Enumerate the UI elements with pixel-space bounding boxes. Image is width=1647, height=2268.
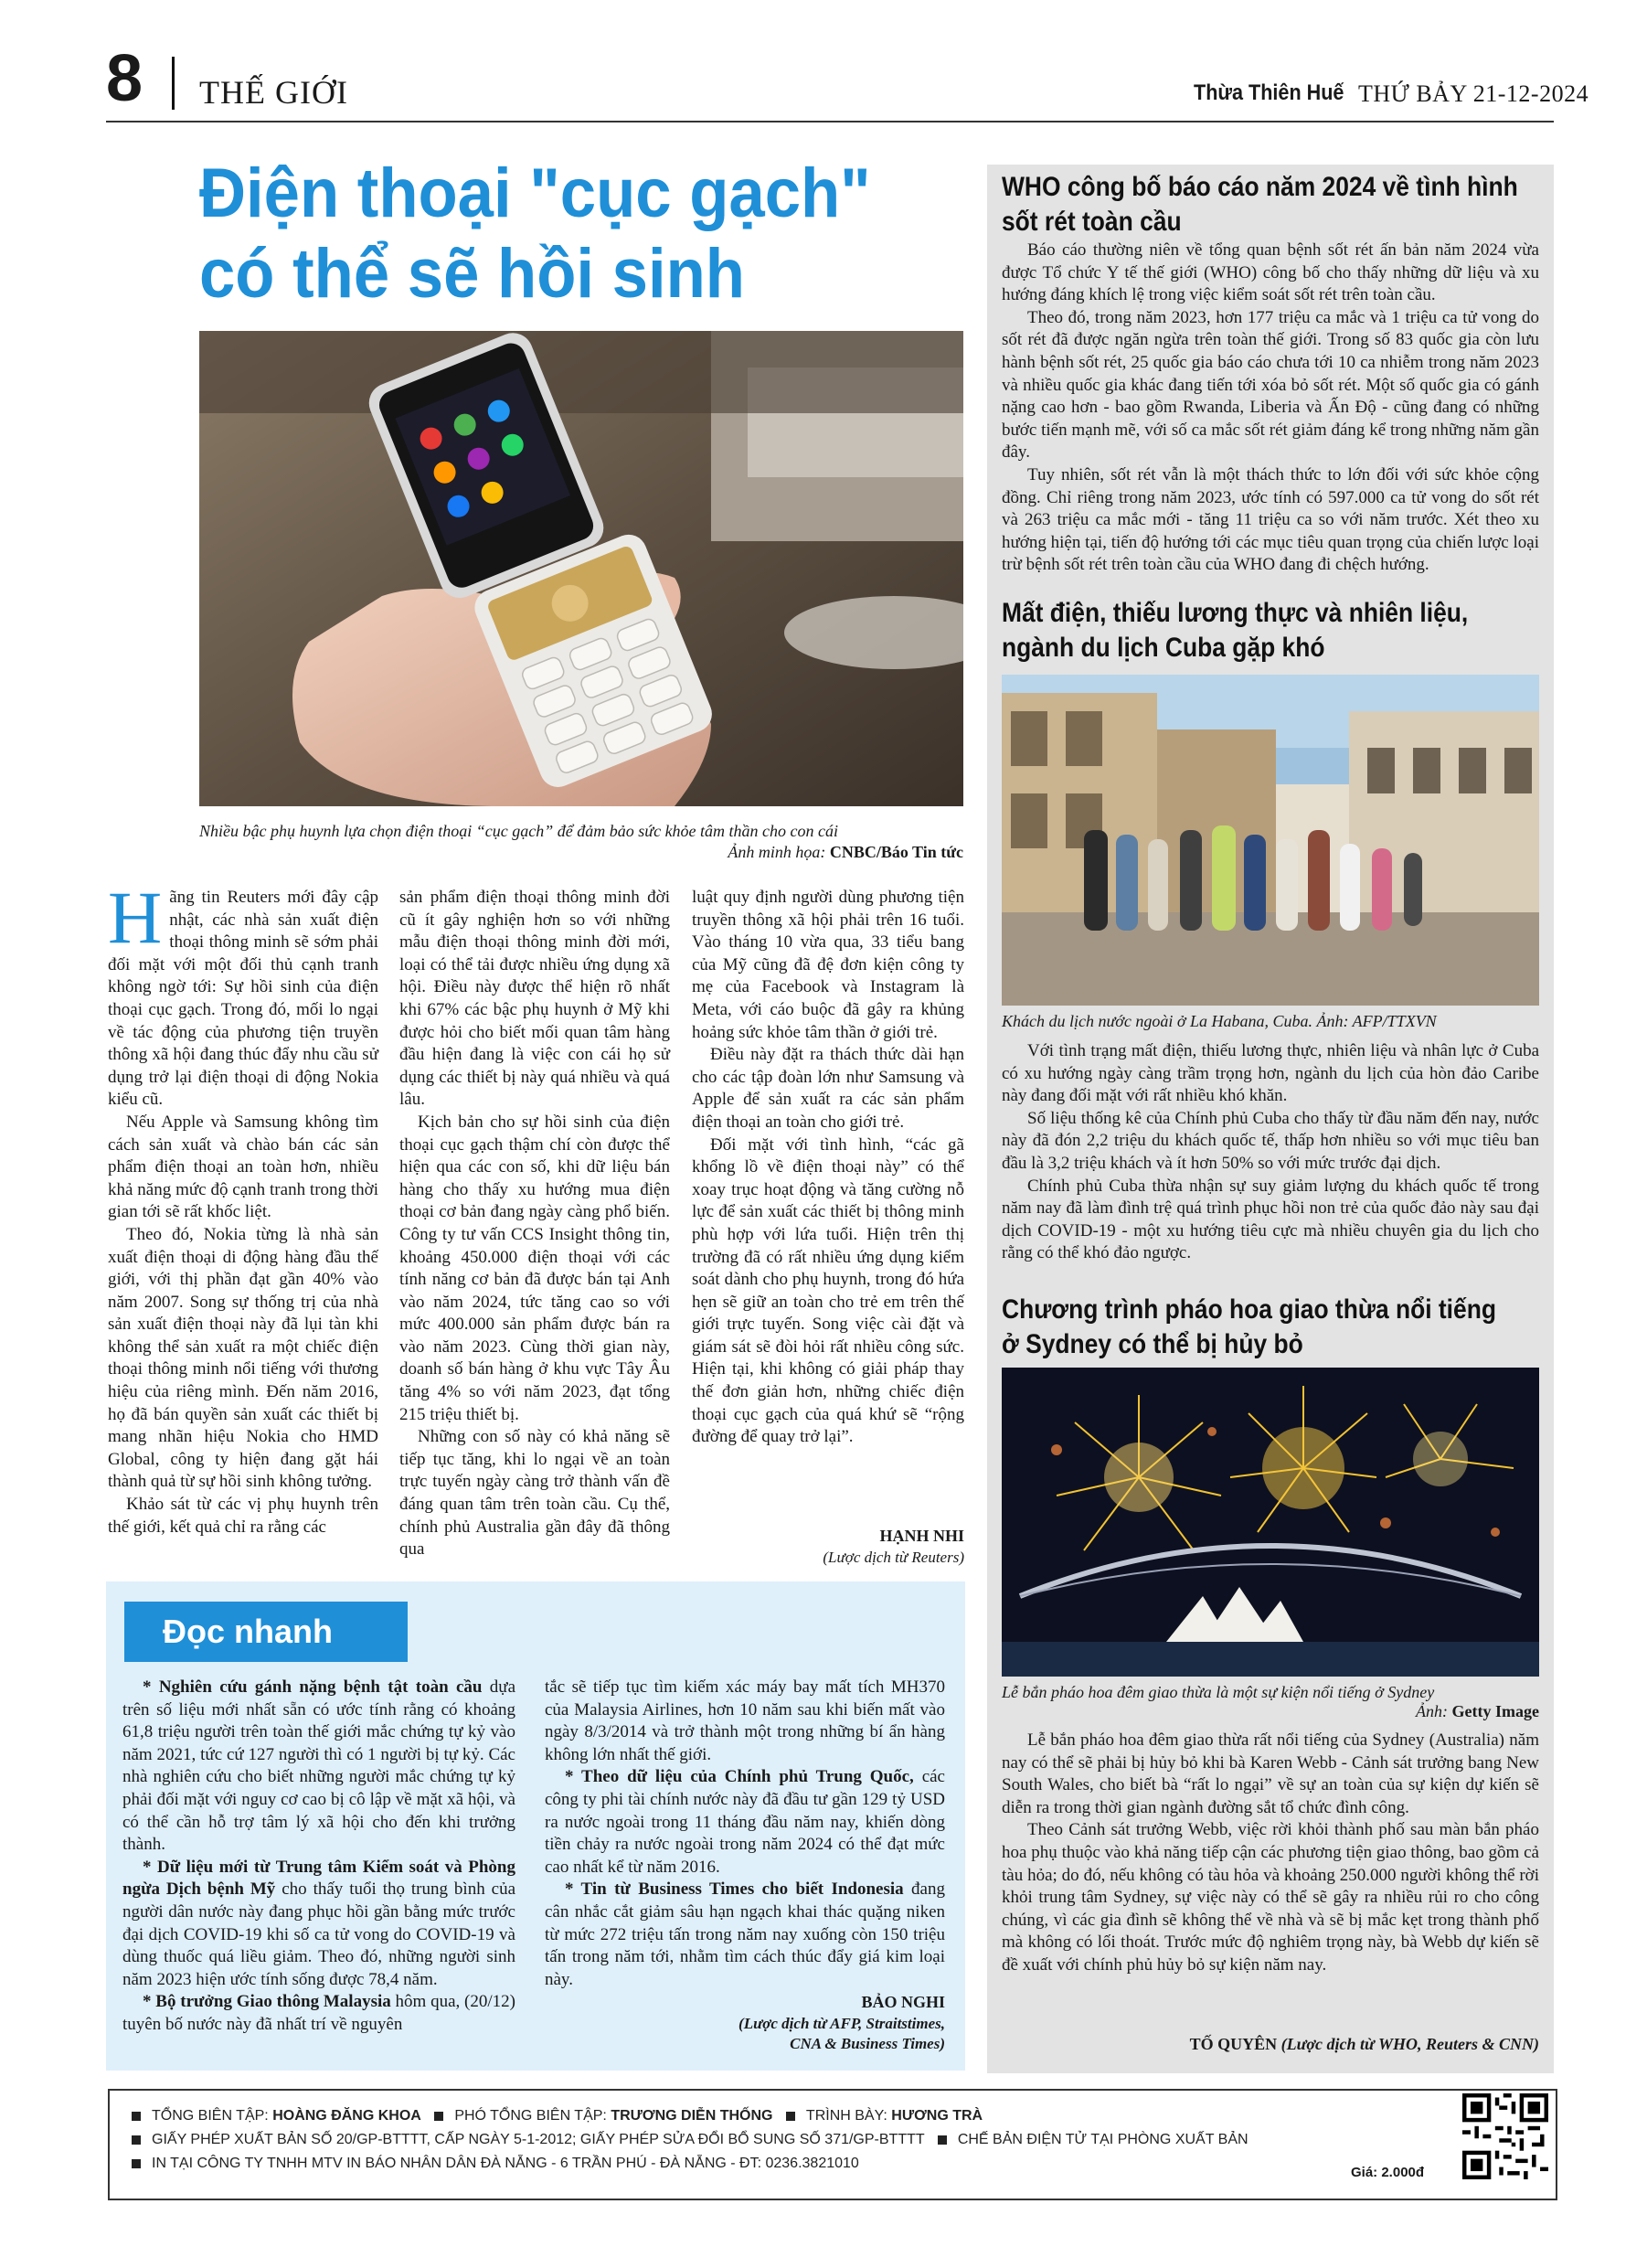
sidebar-author: TỐ QUYÊN (Lược dịch từ WHO, Reuters & CNN) — [1189, 2035, 1539, 2053]
cuba-photo-caption: Khách du lịch nước ngoài ở La Habana, Cuba. Ảnh: AFP/TTXVN — [1002, 1012, 1437, 1030]
drop-cap: H — [108, 876, 163, 959]
footer-license-line: GIẤY PHÉP XUẤT BẢN SỐ 20/GP-BTTTT, CẤP NGÀY 5-1-2012; GIẤY PHÉP SỬA ĐỔI BỔ SUNG SỐ 371/GP-BTTTT CHẾ BẢN ĐIỆN TỬ TẠI PHÒNG XUẤT BẢN — [122, 2130, 1249, 2150]
header-rule — [106, 121, 1554, 122]
cuba-paragraph: Với tình trạng mất điện, thiếu lương thực, nhiên liệu và nhân lực ở Cuba có xu hướng ngày càng trầm trọng hơn, ngành du lịch của hòn đảo Caribe này đang đối mặt với rất nhiều khó khăn. — [1002, 1041, 1539, 1106]
quick-news-item: tắc sẽ tiếp tục tìm kiếm xác máy bay mất tích MH370 của Malaysia Airlines, hơn 10 năm sau khi biến mất vào ngày 8/3/2014 và trở thành một trong những bí ẩn hàng không lớn nhất thế giới. — [545, 1677, 945, 1764]
header-divider — [172, 57, 175, 110]
article-paragraph: Đối mặt với tình hình, “các gã khổng lồ về điện thoại này” có thể xoay trục hoạt động và tăng cường nỗ lực để sản xuất các thiết bị thông minh phù hợp với lứa tuổi. Hiện trên thị trường đã có rất nhiều ứng dụng kiểm soát dành cho phụ huynh, trong đó hứa hẹn sẽ giữ an toàn cho trẻ em trên thế giới trực tuyến. Song việc cài đặt và giám sát sẽ đòi hỏi rất nhiều công sức. Hiện tại, khi không có giải pháp thay thế đơn giản hơn, những chiếc điện thoại cục gạch của quá khứ sẽ “rộng đường để quay trở lại”. — [692, 1134, 964, 1447]
qr-code[interactable] — [1462, 2093, 1548, 2179]
flip-phone-photo — [199, 331, 963, 806]
sydney-paragraph: Lễ bắn pháo hoa đêm giao thừa rất nổi tiếng của Sydney (Australia) năm nay có thể sẽ phải bị hủy bỏ khi bà Karen Webb - Cảnh sát trưởng bang New South Wales, cho biết bà “rất lo ngại” về sự an toàn của sự kiện dự kiến sẽ diễn ra trong thời gian ngành đường sắt tổ chức đình công. — [1002, 1730, 1539, 1817]
article-column-3 — [692, 887, 964, 1449]
footer-printer-line: IN TẠI CÔNG TY TNHH MTV IN BÁO NHÂN DÂN ĐÀ NẴNG - 6 TRẦN PHÚ - ĐÀ NẴNG - ĐT: 0236.3821010 — [122, 2154, 859, 2174]
sydney-body — [1002, 1730, 1539, 1977]
quick-news-title: Đọc nhanh — [163, 1613, 333, 1650]
main-author-note: (Lược dịch từ Reuters) — [823, 1549, 964, 1566]
quick-news-item: * Dữ liệu mới từ Trung tâm Kiểm soát và Phòng ngừa Dịch bệnh Mỹ cho thấy tuổi thọ trung bình của người dân nước này đang phục hồi gần bằng mức trước đại dịch COVID-19 khi số ca tử vong do COVID-19 và dùng thuốc quá liều giảm. Theo đó, những người sinh năm 2023 hiện ước tính sống được 78,4 năm. — [122, 1857, 515, 1989]
quick-news-item: * Theo dữ liệu của Chính phủ Trung Quốc, các công ty phi tài chính nước này đã đầu tư gần 129 tỷ USD ra nước ngoài trong 11 tháng đầu năm nay, khiến dòng tiền chảy ra nước ngoài trong năm 2024 có thể đạt mức cao nhất kể từ năm 2016. — [545, 1767, 945, 1877]
headline-line-2: có thể sẽ hồi sinh — [199, 235, 745, 313]
credit-label: Ảnh minh họa: — [728, 843, 826, 861]
page-number: 8 — [106, 42, 143, 115]
article-paragraph: Nếu Apple và Samsung không tìm cách sản xuất và chào bán các sản phẩm điện thoại an toàn hơn, nhiều khả năng mức độ cạnh tranh trong thời gian tới sẽ rất khốc liệt. — [108, 1112, 378, 1222]
sydney-photo-credit: Ảnh: Getty Image — [1416, 1702, 1539, 1720]
article-paragraph: Điều này đặt ra thách thức dài hạn cho các tập đoàn lớn như Samsung và Apple để sản xuất ra các sản phẩm điện thoại an toàn cho giới trẻ. — [692, 1045, 964, 1132]
who-paragraph: Báo cáo thường niên về tổng quan bệnh sốt rét ấn bản năm 2024 vừa được Tổ chức Y tế thế giới (WHO) công bố cho thấy những dữ liệu và xu hướng đáng khích lệ trong việc kiểm soát sốt rét trên toàn cầu. — [1002, 240, 1539, 305]
quick-news-item: * Bộ trưởng Giao thông Malaysia hôm qua, (20/12) tuyên bố nước này đã nhất trí về nguyên — [122, 1992, 515, 2034]
who-body — [1002, 240, 1539, 577]
quick-news-item: * Nghiên cứu gánh nặng bệnh tật toàn cầu dựa trên số liệu mới nhất sẵn có ước tính rằng có khoảng 61,8 triệu người trên toàn thế giới mắc chứng tự kỷ vào năm 2021, tức cứ 127 người thì có 1 người bị tự kỷ. Các nhà nghiên cứu cho biết những người mắc chứng tự kỷ phải đối mặt với nguy cơ cao bị cô lập về mặt xã hội, và có thể cần hỗ trợ tâm lý xã hội cho đến khi trưởng thành. — [122, 1677, 516, 1855]
quick-news-column-1 — [122, 1677, 515, 2037]
article-paragraph: luật quy định người dùng phương tiện truyền thông xã hội phải trên 16 tuổi. Vào tháng 10 vừa qua, 33 tiểu bang của Mỹ cũng đã đệ đơn kiện công ty mẹ của Facebook và Instagram là Meta, với cáo buộc đã gây ra khủng hoảng sức khỏe tâm thần ở giới trẻ. — [692, 888, 964, 1042]
cuba-paragraph: Chính phủ Cuba thừa nhận sự suy giảm lượng du khách quốc tế trong năm nay đã làm đình trệ quá trình phục hồi non trẻ của quốc đảo này sau đại dịch COVID-19 - một xu hướng tiêu cực mà nhiều chuyên gia du lịch cho rằng có thể khó đảo ngược. — [1002, 1176, 1539, 1263]
quick-news-author-note-2: CNA & Business Times) — [790, 2035, 945, 2052]
section-name: THẾ GIỚI — [199, 74, 348, 111]
headline-line-1: Điện thoại "cục gạch" — [199, 154, 871, 232]
main-photo-credit — [199, 843, 963, 862]
main-photo-caption: Nhiều bậc phụ huynh lựa chọn điện thoại “cục gạch” để đảm bảo sức khỏe tâm thần cho con cái — [199, 822, 839, 840]
cuba-title: Mất điện, thiếu lương thực và nhiên liệu, ngành du lịch Cuba gặp khó — [1002, 598, 1469, 663]
who-paragraph: Theo đó, trong năm 2023, hơn 177 triệu ca mắc và 1 triệu ca tử vong do sốt rét đã được ngăn ngừa trên toàn thế giới. Trong số 83 quốc gia còn lưu hành bệnh sốt rét, 25 quốc gia báo cáo chưa tới 10 ca nhiễm trong năm 2023 và nhiều quốc gia khác đang tiến tới xóa bỏ sốt rét. Một số quốc gia có gánh nặng cao hơn - bao gồm Rwanda, Liberia và Ấn Độ - cũng đang có những bước tiến mạnh mẽ, với số ca mắc sốt rét giảm đáng kể trong những năm gần đây. — [1002, 307, 1539, 463]
article-paragraph: sản phẩm điện thoại thông minh đời cũ ít gây nghiện hơn so với những mẫu điện thoại thông minh đời mới, loại có thể tải được nhiều ứng dụng xã hội. Điều này được thể hiện rõ nhất khi 67% các bậc phụ huynh ở Mỹ khi được hỏi cho biết mối quan tâm hàng đầu hiện đang là việc con cái họ sử dụng các thiết bị này quá nhiều và quá lâu. — [399, 888, 670, 1110]
article-paragraph: Hãng tin Reuters mới đây cập nhật, các nhà sản xuất điện thoại thông minh sẽ sớm phải đối mặt với một đối thủ cạnh tranh không ngờ tới: Sự hồi sinh của điện thoại cục gạch. Trong đó, mối lo ngại về tác động của phương tiện truyền thông xã hội đang thúc đẩy nhu cầu sử dụng trở lại điện thoại di động Nokia kiểu cũ. — [108, 876, 378, 1110]
article-column-2 — [399, 887, 670, 1561]
issue-date: THỨ BẢY 21-12-2024 — [1358, 80, 1589, 107]
price-label: Giá: 2.000đ — [1351, 2165, 1425, 2180]
sydney-paragraph: Theo Cảnh sát trưởng Webb, việc rời khỏi thành phố sau màn bắn pháo hoa phụ thuộc vào khả năng tiếp cận các phương tiện giao thông, bao gồm cả tàu hỏa; do đó, nếu không có tàu hỏa và khoảng 250.000 người không thể rời khỏi trung tâm Sydney, sự việc này có thể sẽ gây ra nhiều rủi ro cho công chúng, vì các gia đình sẽ không thể về nhà và sẽ bị mắc kẹt trong thành phố mà không có lối thoát. Trước mức độ nghiêm trọng này, bà Webb dự kiến sẽ đề xuất với chính phủ hủy bỏ sự kiện năm nay. — [1002, 1820, 1539, 1975]
sydney-fireworks-photo — [1002, 1368, 1539, 1677]
credit-source: CNBC/Báo Tin tức — [829, 843, 963, 861]
article-paragraph: Khảo sát từ các vị phụ huynh trên thế giới, kết quả chỉ ra rằng các — [108, 1495, 378, 1537]
quick-news-column-2 — [545, 1677, 945, 1991]
article-column-1 — [108, 876, 378, 1539]
who-title: WHO công bố báo cáo năm 2024 về tình hình sốt rét toàn cầu — [1002, 172, 1518, 237]
sydney-title: Chương trình pháo hoa giao thừa nổi tiếng ở Sydney có thể bị hủy bỏ — [1002, 1294, 1496, 1359]
quick-news-author-note-1: (Lược dịch từ AFP, Straitstimes, — [738, 2015, 945, 2032]
main-author: HẠNH NHI — [879, 1527, 964, 1545]
quick-news-author: BẢO NGHI — [861, 1993, 945, 2011]
who-paragraph: Tuy nhiên, sốt rét vẫn là một thách thức to lớn đối với sức khỏe cộng đồng. Chỉ riêng trong năm 2023, ước tính có 597.000 ca tử vong do sốt rét và 263 triệu ca mắc mới - tăng 11 triệu ca so với năm trước. Xét theo xu hướng hiện tại, tiến độ hướng tới các mục tiêu quan trọng của chiến lược loại trừ bệnh sốt rét trên toàn cầu của WHO đang đi chệch hướng. — [1002, 464, 1539, 575]
cuba-paragraph: Số liệu thống kê của Chính phủ Cuba cho thấy từ đầu năm đến nay, nước này đã đón 2,2 triệu du khách quốc tế, thấp hơn nhiều so với mục tiêu ban đầu là 3,2 triệu khách và ít hơn 50% so với mức trước đại dịch. — [1002, 1108, 1539, 1173]
quick-news-item: * Tin từ Business Times cho biết Indonesia đang cân nhắc cắt giảm sâu hạn ngạch khai thác quặng niken từ mức 272 triệu tấn trong năm nay xuống còn 150 triệu tấn trong năm tới, nhằm tìm cách thúc đẩy giá kim loại này. — [545, 1879, 945, 1989]
sydney-photo-caption: Lễ bắn pháo hoa đêm giao thừa là một sự kiện nổi tiếng ở Sydney — [1002, 1683, 1435, 1701]
footer-staff-line: TỔNG BIÊN TẬP: HOÀNG ĐĂNG KHOA PHÓ TỔNG BIÊN TẬP: TRƯƠNG DIỄN THỐNG TRÌNH BÀY: HƯƠNG TRÀ — [122, 2106, 983, 2126]
article-paragraph: Những con số này có khả năng sẽ tiếp tục tăng, khi lo ngại về an toàn trực tuyến ngày càng trở thành vấn đề đáng quan tâm trên toàn cầu. Cụ thể, chính phủ Australia gần đây đã thông qua — [399, 1427, 670, 1560]
havana-tourists-photo — [1002, 675, 1539, 1006]
article-paragraph: Theo đó, Nokia từng là nhà sản xuất điện thoại di động hàng đầu thế giới, với thị phần đạt gần 40% vào năm 2007. Song sự thống trị của nhà sản xuất điện thoại này đã lụi tàn khi không thể sản xuất ra một chiếc điện thoại thông minh nổi tiếng với thương hiệu của riêng mình. Đến năm 2016, họ đã bán quyền sản xuất các thiết bị mang nhãn hiệu Nokia cho HMD Global, công ty hiện đang gặt hái thành quả từ sự hồi sinh không tưởng. — [108, 1224, 378, 1492]
paper-name: Thừa Thiên Huế — [1194, 80, 1344, 105]
main-headline — [199, 154, 930, 314]
cuba-body — [1002, 1040, 1539, 1265]
article-paragraph: Kịch bản cho sự hồi sinh của điện thoại cục gạch thậm chí còn được thể hiện qua các con số, khi dữ liệu bán hàng cho thấy xu hướng mua điện thoại cơ bản đang ngày càng phổ biến. Công ty tư vấn CCS Insight thông tin, khoảng 450.000 điện thoại với các tính năng cơ bản đã được bán tại Anh vào năm 2024, tức tăng cao so với mức 400.000 sản phẩm được bán ra vào năm 2023. Cùng thời gian này, doanh số bán hàng ở khu vực Tây Âu tăng 4% so với năm 2023, đạt tổng 215 triệu thiết bị. — [399, 1112, 670, 1424]
